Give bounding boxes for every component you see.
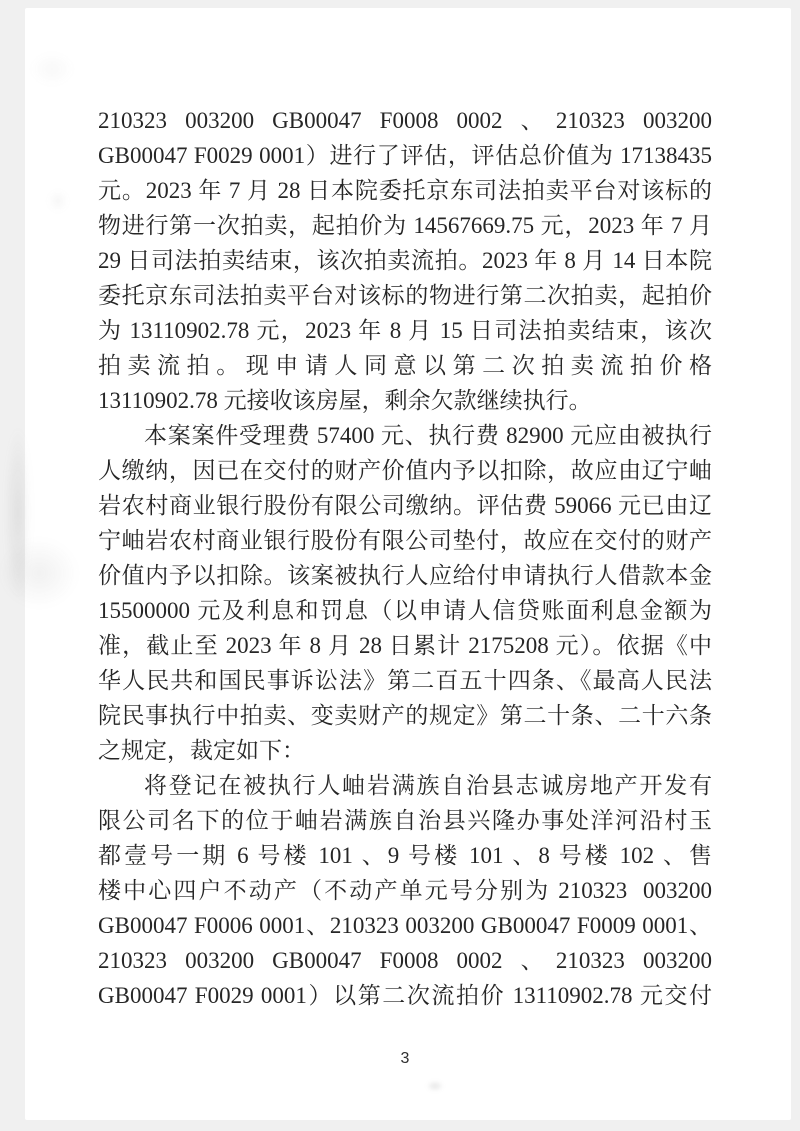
text-line: 为 13110902.78 元，2023 年 8 月 15 日司法拍卖结束，该次 (98, 318, 712, 343)
text-line: 价值内予以扣除。该案被执行人应给付申请执行人借款本金 (98, 563, 712, 588)
text-line: 15500000 元及利息和罚息（以申请人信贷账面利息金额为 (98, 598, 712, 623)
text-line: 委托京东司法拍卖平台对该标的物进行第二次拍卖，起拍价 (98, 283, 712, 308)
text-line: 13110902.78 元接收该房屋，剩余欠款继续执行。 (98, 388, 592, 413)
text-line: GB00047 F0029 0001）进行了评估，评估总价值为 17138435 (98, 143, 712, 168)
text-line: 华人民共和国民事诉讼法》第二百五十四条、《最高人民法 (98, 668, 712, 693)
text-line: 楼中心四户不动产（不动产单元号分别为 210323 003200 (98, 878, 712, 903)
text-line: 210323 003200 GB00047 F0008 0002 、 210323 003200 (98, 108, 712, 133)
text-line: 岩农村商业银行股份有限公司缴纳。评估费 59066 元已由辽 (98, 493, 712, 518)
page-number: 3 (400, 1050, 410, 1067)
text-line: GB00047 F0006 0001、210323 003200 GB00047 F0009 0001、 (98, 913, 712, 938)
text-line: GB00047 F0029 0001）以第二次流拍价 13110902.78 元交付 (98, 983, 712, 1008)
text-line: 人缴纳，因已在交付的财产价值内予以扣除，故应由辽宁岫 (98, 458, 712, 483)
text-line: 29 日司法拍卖结束，该次拍卖流拍。2023 年 8 月 14 日本院 (98, 248, 712, 273)
text-line: 将登记在被执行人岫岩满族自治县志诚房地产开发有 (144, 773, 712, 798)
text-line: 拍卖流拍。现申请人同意以第二次拍卖流拍价格 (98, 353, 712, 378)
text-line: 210323 003200 GB00047 F0008 0002 、 210323 003200 (98, 948, 712, 973)
document-page (25, 8, 791, 1120)
text-line: 物进行第一次拍卖，起拍价为 14567669.75 元，2023 年 7 月 (98, 213, 712, 238)
text-line: 都壹号一期 6 号楼 101 、9 号楼 101 、8 号楼 102 、售 (98, 843, 712, 868)
text-line: 本案案件受理费 57400 元、执行费 82900 元应由被执行 (144, 423, 712, 448)
text-line: 之规定，裁定如下： (98, 738, 305, 763)
text-line: 元。2023 年 7 月 28 日本院委托京东司法拍卖平台对该标的 (98, 178, 712, 203)
text-line: 院民事执行中拍卖、变卖财产的规定》第二十条、二十六条 (98, 703, 712, 728)
text-line: 准，截止至 2023 年 8 月 28 日累计 2175208 元）。依据《中 (98, 633, 712, 658)
document-text (98, 103, 712, 1013)
text-line: 宁岫岩农村商业银行股份有限公司垫付，故应在交付的财产 (98, 528, 712, 553)
text-line: 限公司名下的位于岫岩满族自治县兴隆办事处洋河沿村玉 (98, 808, 712, 833)
